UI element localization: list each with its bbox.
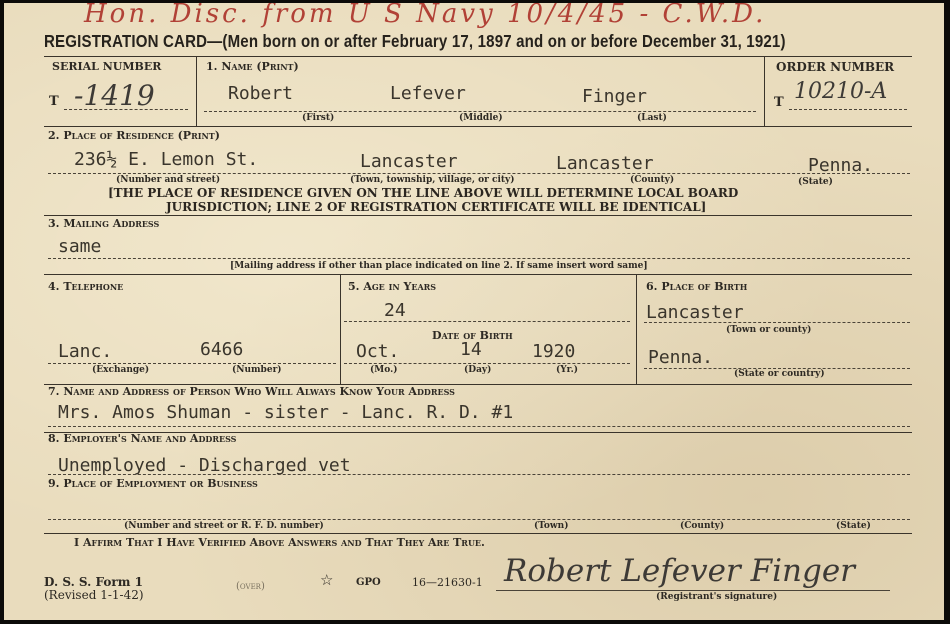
serial-number-value: -1419 xyxy=(74,79,155,112)
serial-number-label: SERIAL NUMBER xyxy=(52,60,162,73)
employment-county-caption: (County) xyxy=(680,521,725,531)
affirmation-text: I Affirm That I Have Verified Above Answers and That They Are True. xyxy=(74,536,485,549)
middle-name: Lefever xyxy=(390,83,466,104)
dob-year: 1920 xyxy=(532,341,576,362)
employer-label: 8. Employer's Name and Address xyxy=(48,432,237,445)
employment-state-caption: (State) xyxy=(836,521,871,531)
form-revised: (Revised 1-1-42) xyxy=(44,588,144,602)
contact-label: 7. Name and Address of Person Who Will Always Know Your Address xyxy=(48,385,455,398)
age-label: 5. Age in Years xyxy=(348,280,437,293)
telephone-exchange: Lanc. xyxy=(58,341,113,362)
residence-county: Lancaster xyxy=(556,153,654,174)
day-caption: (Day) xyxy=(464,365,492,375)
order-prefix: T xyxy=(774,95,784,110)
first-name: Robert xyxy=(228,83,294,104)
order-number-label: ORDER NUMBER xyxy=(776,60,895,74)
jurisdiction-notice-line2: JURISDICTION; LINE 2 OF REGISTRATION CERTIFICATE WILL BE IDENTICAL] xyxy=(166,200,707,214)
gpo-mark: GPO xyxy=(356,577,381,588)
employer-value: Unemployed - Discharged vet xyxy=(58,455,351,476)
first-caption: (First) xyxy=(302,113,335,123)
middle-caption: (Middle) xyxy=(459,113,503,123)
last-caption: (Last) xyxy=(637,113,667,123)
birthplace-town: Lancaster xyxy=(646,302,744,323)
month-caption: (Mo.) xyxy=(370,365,398,375)
birthplace-label: 6. Place of Birth xyxy=(646,280,748,293)
year-caption: (Yr.) xyxy=(556,365,578,375)
street-caption: (Number and street) xyxy=(116,175,221,185)
mailing-caption: [Mailing address if other than place indicated on line 2. If same insert word same] xyxy=(230,261,648,271)
registration-card xyxy=(4,3,944,620)
birthplace-town-caption: (Town or county) xyxy=(726,325,812,335)
mailing-label: 3. Mailing Address xyxy=(48,217,160,230)
order-number-value: 10210-A xyxy=(794,79,888,104)
card-title: REGISTRATION CARD—(Men born on or after February 17, 1897 and on or before December 31, 1921) xyxy=(44,31,786,51)
employment-street-caption: (Number and street or R. F. D. number) xyxy=(124,521,324,531)
jurisdiction-notice-line1: [THE PLACE OF RESIDENCE GIVEN ON THE LINE ABOVE WILL DETERMINE LOCAL BOARD xyxy=(108,186,739,200)
residence-label: 2. Place of Residence (Print) xyxy=(48,129,220,142)
grid-line xyxy=(44,56,912,57)
registrant-signature: Robert Lefever Finger xyxy=(504,553,856,589)
residence-town: Lancaster xyxy=(360,151,458,172)
name-label: 1. Name (Print) xyxy=(206,60,299,73)
dob-label: Date of Birth xyxy=(432,329,513,342)
residence-street: 236½ E. Lemon St. xyxy=(74,149,259,170)
county-caption: (County) xyxy=(630,175,675,185)
contact-value: Mrs. Amos Shuman - sister - Lanc. R. D. #1 xyxy=(58,402,514,423)
mailing-value: same xyxy=(58,236,102,257)
age-value: 24 xyxy=(384,300,406,321)
employment-town-caption: (Town) xyxy=(534,521,569,531)
gpo-code: 16—21630-1 xyxy=(412,576,483,589)
serial-prefix: T xyxy=(49,94,59,109)
state-caption: (State) xyxy=(798,177,833,187)
residence-state: Penna. xyxy=(808,155,874,176)
birthplace-state: Penna. xyxy=(648,347,714,368)
form-number: D. S. S. Form 1 xyxy=(44,575,143,589)
dob-day: 14 xyxy=(460,339,482,360)
number-caption: (Number) xyxy=(232,365,282,375)
exchange-caption: (Exchange) xyxy=(92,365,150,375)
over-mark: (over) xyxy=(236,581,265,592)
signature-caption: (Registrant's signature) xyxy=(656,592,778,602)
dob-month: Oct. xyxy=(356,341,400,362)
star-icon: ☆ xyxy=(320,571,334,589)
employment-place-label: 9. Place of Employment or Business xyxy=(48,477,258,490)
telephone-number: 6466 xyxy=(200,339,244,360)
telephone-label: 4. Telephone xyxy=(48,280,124,293)
birthplace-state-caption: (State or country) xyxy=(734,369,825,379)
last-name: Finger xyxy=(582,86,648,107)
discharge-annotation: Hon. Disc. from U S Navy 10/4/45 - C.W.D. xyxy=(84,3,767,29)
town-caption: (Town, township, village, or city) xyxy=(350,175,515,185)
